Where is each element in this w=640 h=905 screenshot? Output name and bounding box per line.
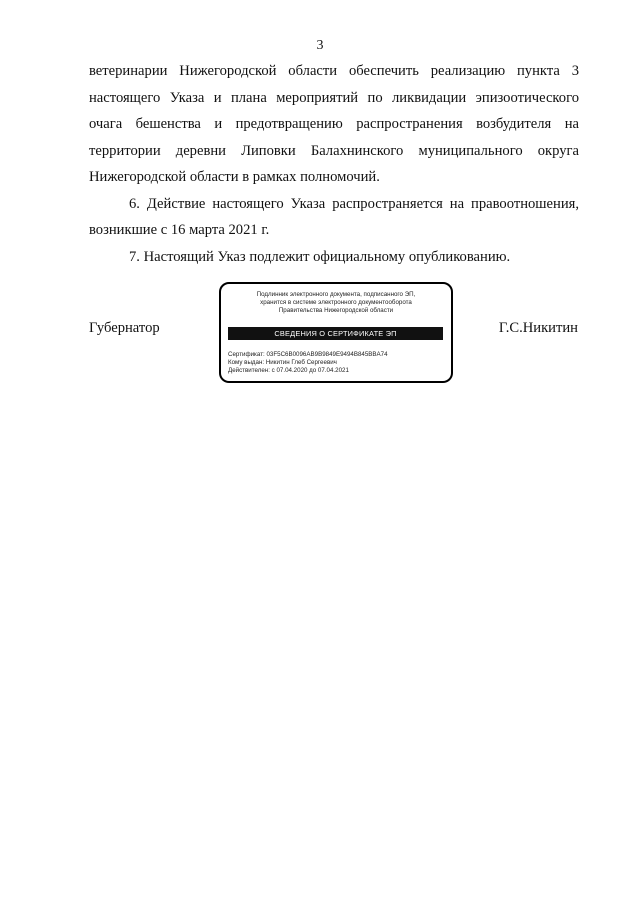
- paragraph-continued: [89, 58, 579, 191]
- text-line: Нижегородской области в рамках полномочий.: [89, 169, 380, 185]
- page-number: 3: [316, 38, 324, 53]
- certificate-number: Сертификат: 03F5C6B0096AB9B9849E9494B845BBA74: [228, 351, 388, 358]
- certificate-validity: Действителен: с 07.04.2020 до 07.04.2021: [228, 367, 349, 375]
- stamp-header-line: хранится в системе электронного документооборота: [260, 299, 412, 306]
- text-line: территории деревни Липовки Балахнинского муниципального округа: [89, 142, 579, 159]
- signatory-name: Г.С.Никитин: [498, 320, 578, 336]
- text-line: ветеринарии Нижегородской области обеспечить реализацию пункта 3: [89, 63, 579, 79]
- paragraph-6: [89, 191, 579, 244]
- paragraph-7: [89, 244, 579, 271]
- document-body: [89, 58, 579, 270]
- signatory-title: Губернатор: [89, 320, 160, 336]
- stamp-certificate-info: [228, 351, 388, 376]
- stamp-certificate-bar: СВЕДЕНИЯ О СЕРТИФИКАТЕ ЭП: [228, 327, 443, 340]
- stamp-header-line: Правительства Нижегородской области: [278, 307, 394, 314]
- electronic-signature-stamp: [219, 282, 453, 383]
- text-line: 7. Настоящий Указ подлежит официальному опубликованию.: [129, 248, 511, 265]
- stamp-header-line: Подлинник электронного документа, подписанного ЭП,: [256, 291, 416, 298]
- stamp-header: [221, 291, 451, 315]
- certificate-owner: Кому выдан: Никитин Глеб Сергеевич: [228, 359, 337, 367]
- text-line: настоящего Указа и плана мероприятий по ликвидации эпизоотического: [89, 89, 579, 106]
- text-line: очага бешенства и предотвращению распространения возбудителя на: [89, 116, 579, 132]
- text-line: 6. Действие настоящего Указа распространяется на правоотношения,: [129, 195, 579, 212]
- text-line: возникшие с 16 марта 2021 г.: [89, 222, 270, 238]
